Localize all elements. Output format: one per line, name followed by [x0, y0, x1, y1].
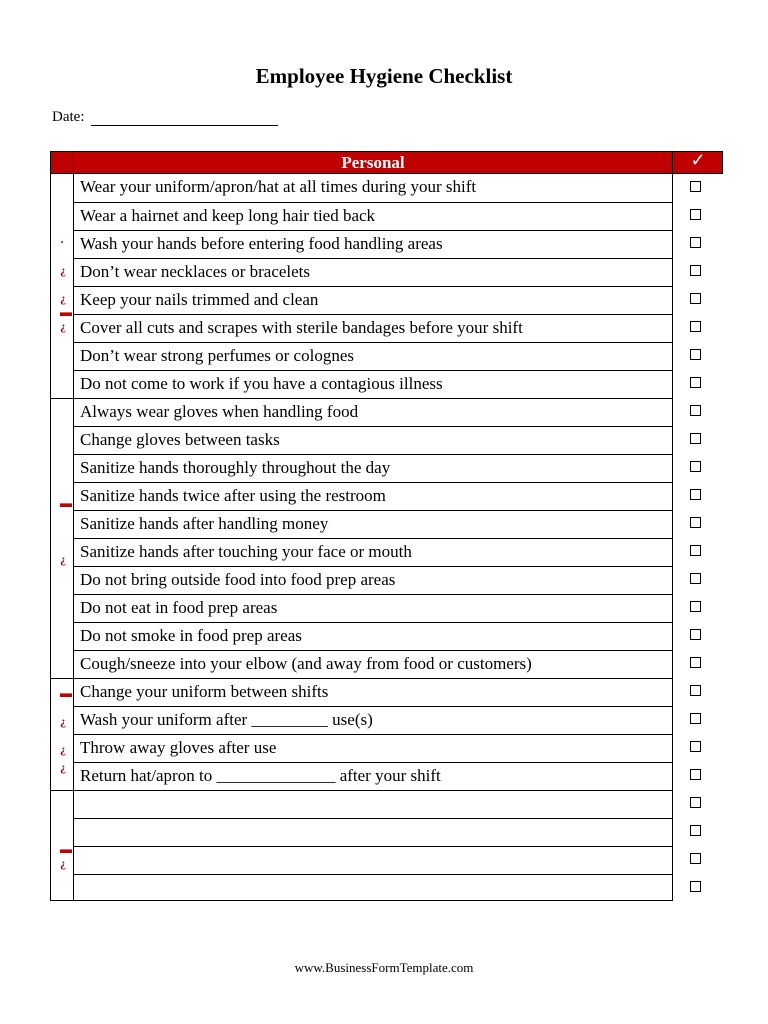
checkbox[interactable]: [690, 881, 701, 892]
date-field[interactable]: [91, 125, 278, 126]
checklist-item-label: Cough/sneeze into your elbow (and away from food or customers): [80, 654, 532, 673]
checkbox[interactable]: [690, 769, 701, 780]
checkbox[interactable]: [690, 293, 701, 304]
checklist-item-label: Sanitize hands after handling money: [80, 514, 329, 533]
checkbox[interactable]: [690, 209, 701, 220]
checkbox[interactable]: [690, 237, 701, 248]
header-title: Personal: [341, 153, 405, 172]
table-row: [74, 790, 672, 818]
header-side-cell: [51, 152, 74, 173]
table-row: [74, 762, 672, 790]
table-row: [74, 314, 672, 342]
checklist-item-label: Always wear gloves when handling food: [80, 402, 359, 421]
checkbox[interactable]: [690, 853, 701, 864]
date-label: Date:: [52, 109, 85, 125]
table-row: [74, 734, 672, 762]
table-row: [74, 482, 672, 510]
table-row: [74, 426, 672, 454]
checkbox[interactable]: [690, 741, 701, 752]
checklist-item-label: Cover all cuts and scrapes with sterile bandages before your shift: [80, 318, 523, 337]
checkbox[interactable]: [690, 825, 701, 836]
table-row: [74, 510, 672, 538]
checkbox[interactable]: [690, 629, 701, 640]
checkbox[interactable]: [690, 685, 701, 696]
checkbox[interactable]: [690, 797, 701, 808]
checklist-item-label: Wear your uniform/apron/hat at all times during your shift: [80, 177, 477, 196]
section-label-uniform: ▬ ¿ ¿ ¿: [51, 678, 73, 790]
checklist-item-label: Do not eat in food prep areas: [80, 598, 278, 617]
table-row: [74, 622, 672, 650]
checklist-item-label: Do not bring outside food into food prep areas: [80, 570, 396, 589]
table-row: [74, 818, 672, 846]
checklist-item-label: Don’t wear necklaces or bracelets: [80, 262, 311, 281]
checklist-item-label: Change your uniform between shifts: [80, 682, 329, 701]
table-row: [74, 398, 672, 426]
checkbox[interactable]: [690, 349, 701, 360]
checklist-item-label: Change gloves between tasks: [80, 430, 280, 449]
checkbox[interactable]: [690, 405, 701, 416]
table-row: [74, 650, 672, 678]
table-header: [50, 151, 723, 174]
checklist-item-label: Throw away gloves after use: [80, 738, 277, 757]
checkbox[interactable]: [690, 545, 701, 556]
checklist-item-label: Wash your uniform after _________ use(s): [80, 710, 373, 729]
table-row: [74, 706, 672, 734]
checklist-item-label: Wash your hands before entering food handling areas: [80, 234, 443, 253]
table-row: [74, 370, 672, 398]
page-title: Employee Hygiene Checklist: [255, 64, 513, 88]
table-row: [74, 678, 672, 706]
checkbox[interactable]: [690, 657, 701, 668]
table-row: [74, 566, 672, 594]
checklist-item-label: Sanitize hands twice after using the restroom: [80, 486, 386, 505]
section-label-personal: · ¿ ¿ ▬ ¿: [60, 235, 72, 333]
table-row: [74, 286, 672, 314]
checklist-item-label: Keep your nails trimmed and clean: [80, 290, 319, 309]
table-row: [74, 230, 672, 258]
checklist-item-label: Do not come to work if you have a contagious illness: [80, 374, 443, 393]
table-row: [74, 202, 672, 230]
checklist-item-label: Sanitize hands after touching your face or mouth: [80, 542, 412, 561]
table-row: [74, 846, 672, 874]
checklist-item-label: Do not smoke in food prep areas: [80, 626, 302, 645]
checklist-item-label: Return hat/apron to ______________ after your shift: [80, 766, 441, 785]
checklist-item-label: Don’t wear strong perfumes or colognes: [80, 346, 354, 365]
table-row: [74, 594, 672, 622]
checklist-table: [50, 174, 673, 901]
checkbox[interactable]: [690, 461, 701, 472]
table-row: [74, 174, 672, 202]
checkbox[interactable]: [690, 265, 701, 276]
section-label-other: ▬ ¿: [51, 790, 73, 901]
checkbox[interactable]: [690, 573, 701, 584]
section-label-hands: ▬ ¿: [51, 398, 73, 678]
table-row: [74, 454, 672, 482]
checkbox[interactable]: [690, 433, 701, 444]
table-row: [74, 874, 672, 902]
checkbox[interactable]: [690, 181, 701, 192]
checkbox[interactable]: [690, 517, 701, 528]
checklist-item-label: Wear a hairnet and keep long hair tied back: [80, 206, 376, 225]
checkbox[interactable]: [690, 489, 701, 500]
checklist-item-label: Sanitize hands thoroughly throughout the day: [80, 458, 391, 477]
checkbox[interactable]: [690, 377, 701, 388]
table-row: [74, 538, 672, 566]
header-check-cell: [672, 152, 723, 173]
section-column: [51, 174, 74, 900]
table-row: [74, 258, 672, 286]
checkbox[interactable]: [690, 713, 701, 724]
checkbox[interactable]: [690, 601, 701, 612]
footer-url: www.BusinessFormTemplate.com: [294, 960, 474, 975]
checkmark-icon: ✓: [690, 150, 706, 170]
table-row: [74, 342, 672, 370]
checkbox[interactable]: [690, 321, 701, 332]
